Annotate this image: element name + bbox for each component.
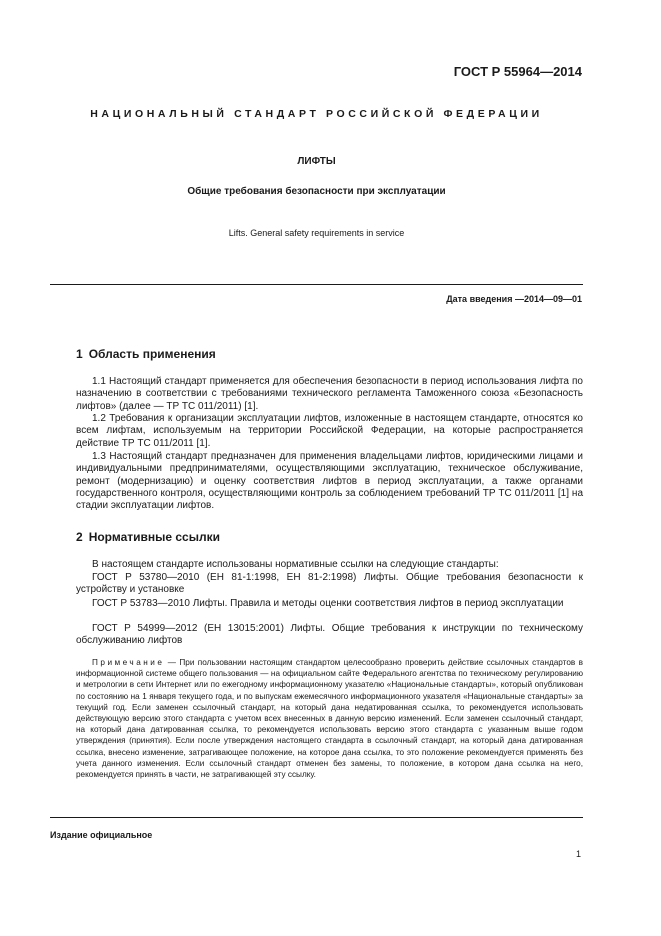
section-2-heading [76, 530, 220, 544]
note-label: Примечание [92, 658, 165, 667]
references-intro: В настоящем стандарте использованы нормативные ссылки на следующие стандарты: [92, 559, 499, 570]
official-edition-label: Издание официальное [50, 830, 153, 840]
paragraph-1-1: 1.1 Настоящий стандарт применяется для обеспечения безопасности в период использования лифта по назначению в соответствии с требованиями технического регламента Таможенного союза «Безопасность лифтов» (далее — ТР ТС 011/2011) [1]. [76, 376, 583, 412]
section-1-number: 1 [76, 347, 83, 361]
introduction-date: Дата введения —2014—09—01 [446, 294, 582, 304]
reference-gost-53783: ГОСТ Р 53783—2010 Лифты. Правила и методы оценки соответствия лифтов в период эксплуатации [92, 598, 564, 609]
section-1-heading [76, 347, 216, 361]
english-title: Lifts. General safety requirements in service [228, 228, 405, 238]
reference-gost-53780: ГОСТ Р 53780—2010 (ЕН 81-1:1998, ЕН 81-2:1998) Лифты. Общие требования безопасности к устройству и установке [76, 572, 583, 596]
note-text: — При пользовании настоящим стандартом целесообразно проверить действие ссылочных стандартов в информационной системе общего пользования — на официальном сайте Федерального агентства по техническому регулированию и метрологии в сети Интернет или по ежегодному информационному указателю «Национальные стандарты», который опубликован по состоянию на 1 января текущего года, и по выпускам ежемесячного информационного указателя «Национальные стандарты» за текущий год. Если заменен ссылочный стандарт, на который дана недатированная ссылка, то рекомендуется использовать действующую версию этого стандарта с учетом всех внесенных в данную версию изменений. Если заменен ссылочный стандарт, на который дана датированная ссылка, то рекомендуется использовать версию этого стандарта с указанным выше годом утверждения (принятия). Если после утверждения настоящего стандарта в ссылочный стандарт, на который дана датированная ссылка, внесено изменение, затрагивающее положение, на которое дана ссылка, то это положение рекомендуется применять без учета данного изменения. Если ссылочный стандарт отменен без замены, то положение, в котором дана ссылка на него, рекомендуется принять в части, не затрагивающей эту ссылку. [76, 658, 583, 780]
document-code: ГОСТ Р 55964—2014 [453, 64, 582, 79]
bottom-divider [50, 817, 583, 818]
paragraph-1-2: 1.2 Требования к организации эксплуатации лифтов, изложенные в настоящем стандарте, относятся ко всем лифтам, используемым на территории Российской Федерации, на которые распространяется действие ТР ТС 011/2011 [1]. [76, 413, 583, 449]
reference-gost-54999: ГОСТ Р 54999—2012 (ЕН 13015:2001) Лифты. Общие требования к инструкции по техническому обслуживанию лифтов [76, 623, 583, 647]
references-note [76, 657, 583, 780]
top-divider [50, 284, 583, 285]
page-number: 1 [575, 849, 581, 859]
document-subtitle: Общие требования безопасности при эксплуатации [187, 186, 446, 197]
section-2-title: Нормативные ссылки [88, 530, 220, 544]
section-2-number: 2 [76, 530, 83, 544]
section-1-title: Область применения [88, 347, 216, 361]
paragraph-1-3: 1.3 Настоящий стандарт предназначен для применения владельцами лифтов, юридическими лицами и индивидуальными предпринимателями, осуществляющими эксплуатацию, техническое обслуживание, ремонт (модернизацию) и оценку соответствия лифтов в период эксплуатации, а также органами государственного контроля, осуществляющими контроль за соблюдением требований ТР ТС 011/2011 [1] на стадии эксплуатации лифтов. [76, 451, 583, 512]
standard-banner: НАЦИОНАЛЬНЫЙ СТАНДАРТ РОССИЙСКОЙ ФЕДЕРАЦИИ [90, 108, 543, 120]
document-title: ЛИФТЫ [297, 156, 336, 167]
